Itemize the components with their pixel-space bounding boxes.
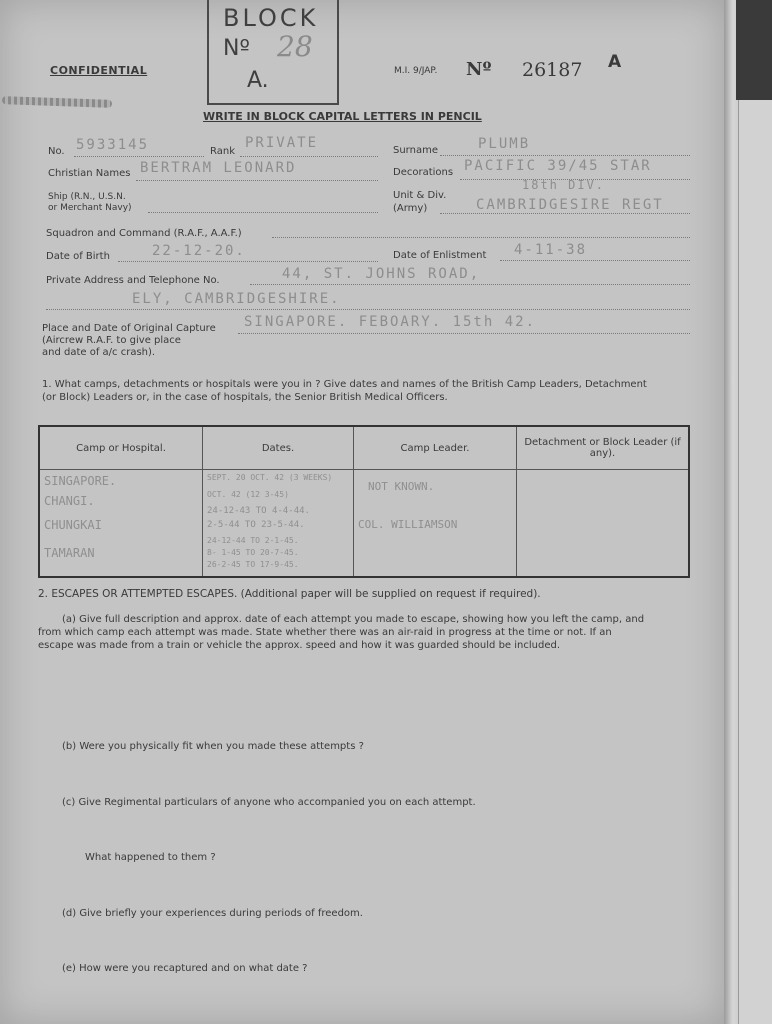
dob-line xyxy=(118,261,378,262)
unit-line xyxy=(440,213,690,214)
mi-reference: M.I. 9/JAP. xyxy=(394,66,438,76)
christian-names-value: BERTRAM LEONARD xyxy=(140,160,297,176)
date-entry: OCT. 42 (12 3-45) xyxy=(207,490,289,499)
unit-label-1: Unit & Div. xyxy=(393,190,447,201)
enlistment-value: 4-11-38 xyxy=(514,242,588,258)
form-no-label: Nº xyxy=(466,59,492,80)
camp-entry: TAMARAN xyxy=(44,546,95,560)
capture-label-3: and date of a/c crash). xyxy=(42,347,156,358)
col-detachment-header: Detachment or Block Leader (if any). xyxy=(517,426,690,470)
col-camp-header: Camp or Hospital. xyxy=(39,426,203,470)
squadron-line xyxy=(272,237,690,238)
question-2a-line-1: (a) Give full description and approx. date of each attempt you made to escape, showing how you left the camp, and xyxy=(62,614,645,625)
capture-value: SINGAPORE. FEBOARY. 15th 42. xyxy=(244,314,537,330)
col-leader-header: Camp Leader. xyxy=(354,426,517,470)
stamp-number: 28 xyxy=(277,30,313,63)
question-1-line-2: (or Block) Leaders or, in the case of hospitals, the Senior British Medical Officers. xyxy=(42,392,448,403)
enlistment-line xyxy=(500,260,690,261)
stamp-no-label: Nº xyxy=(223,36,250,61)
question-1-line-1: 1. What camps, detachments or hospitals were you in ? Give dates and names of the British Camp Leaders, Detachment xyxy=(42,379,647,390)
address-line-1: 44, ST. JOHNS ROAD, xyxy=(282,266,481,282)
address-label: Private Address and Telephone No. xyxy=(46,275,220,286)
surname-value: PLUMB xyxy=(478,136,531,152)
squadron-label: Squadron and Command (R.A.F., A.A.F.) xyxy=(46,228,242,239)
christian-names-label: Christian Names xyxy=(48,168,131,179)
table-row xyxy=(39,470,689,578)
leader-cell xyxy=(354,470,517,578)
stamp-block-label: BLOCK xyxy=(223,4,319,32)
confidential-label: CONFIDENTIAL xyxy=(50,64,148,77)
decorations-value: PACIFIC 39/45 STAR xyxy=(464,158,652,174)
unit-value-division: 18th DIV. xyxy=(522,178,606,192)
dates-cell xyxy=(203,470,354,578)
question-2c-followup: What happened to them ? xyxy=(85,852,216,863)
rank-value: PRIVATE xyxy=(245,135,319,151)
ship-label-1: Ship (R.N., U.S.N. xyxy=(48,192,126,202)
question-2a-line-2: from which camp each attempt was made. State whether there was an air-raid in progress at the time or not. If an xyxy=(38,627,612,638)
dob-label: Date of Birth xyxy=(46,251,110,262)
rank-line xyxy=(240,156,378,157)
camps-table-header xyxy=(39,426,689,470)
camp-entry: CHUNGKAI xyxy=(44,518,102,532)
leader-entry: NOT KNOWN. xyxy=(368,480,435,493)
question-2d: (d) Give briefly your experiences during periods of freedom. xyxy=(62,908,363,919)
block-stamp xyxy=(207,0,339,105)
file-divider-tab xyxy=(738,100,772,1024)
date-entry: 24-12-43 TO 4-4-44. xyxy=(207,506,310,516)
ship-label-2: or Merchant Navy) xyxy=(48,203,132,213)
date-entry: 26-2-45 TO 17-9-45. xyxy=(207,560,299,569)
background-corner xyxy=(736,0,772,100)
no-value: 5933145 xyxy=(76,137,150,153)
unit-label-2: (Army) xyxy=(393,203,428,214)
no-label: No. xyxy=(48,146,65,157)
date-entry: SEPT. 20 OCT. 42 (3 WEEKS) xyxy=(207,473,333,482)
question-2e: (e) How were you recaptured and on what date ? xyxy=(62,963,308,974)
christian-names-line xyxy=(136,180,378,181)
camp-entry: CHANGI. xyxy=(44,494,95,508)
camp-cell xyxy=(39,470,203,578)
capture-label-1: Place and Date of Original Capture xyxy=(42,323,216,334)
surname-label: Surname xyxy=(393,145,438,156)
stamp-letter: A. xyxy=(247,68,269,93)
rank-label: Rank xyxy=(210,146,235,157)
capture-label-2: (Aircrew R.A.F. to give place xyxy=(42,335,181,346)
date-entry: 24-12-44 TO 2-1-45. xyxy=(207,536,299,545)
col-dates-header: Dates. xyxy=(203,426,354,470)
question-2a-line-3: escape was made from a train or vehicle the approx. speed and how it was guarded should be included. xyxy=(38,640,561,651)
date-entry: 2-5-44 TO 23-5-44. xyxy=(207,520,305,530)
no-line xyxy=(74,156,204,157)
dob-value: 22-12-20. xyxy=(152,243,246,259)
enlistment-label: Date of Enlistment xyxy=(393,250,487,261)
question-2c: (c) Give Regimental particulars of anyone who accompanied you on each attempt. xyxy=(62,797,476,808)
date-entry: 8- 1-45 TO 20-7-45. xyxy=(207,548,299,557)
address-line-2: ELY, CAMBRIDGESHIRE. xyxy=(132,291,341,307)
question-2-title: 2. ESCAPES OR ATTEMPTED ESCAPES. (Additional paper will be supplied on request if required). xyxy=(38,588,541,600)
capture-line xyxy=(238,333,690,334)
detachment-cell xyxy=(517,470,690,578)
address-dotline-1 xyxy=(250,284,690,285)
binding-string xyxy=(2,96,112,108)
form-suffix: A xyxy=(608,52,622,72)
form-number: 26187 xyxy=(522,59,583,81)
surname-line xyxy=(440,155,690,156)
ship-line xyxy=(148,212,378,213)
pencil-instruction: WRITE IN BLOCK CAPITAL LETTERS IN PENCIL xyxy=(203,110,482,123)
decorations-label: Decorations xyxy=(393,167,454,178)
address-dotline-2 xyxy=(46,309,690,310)
question-2b: (b) Were you physically fit when you made these attempts ? xyxy=(62,741,364,752)
unit-value-regiment: CAMBRIDGESIRE REGT xyxy=(476,197,664,213)
camps-table xyxy=(38,425,690,578)
camp-entry: SINGAPORE. xyxy=(44,474,117,488)
leader-entry: COL. WILLIAMSON xyxy=(358,518,458,531)
